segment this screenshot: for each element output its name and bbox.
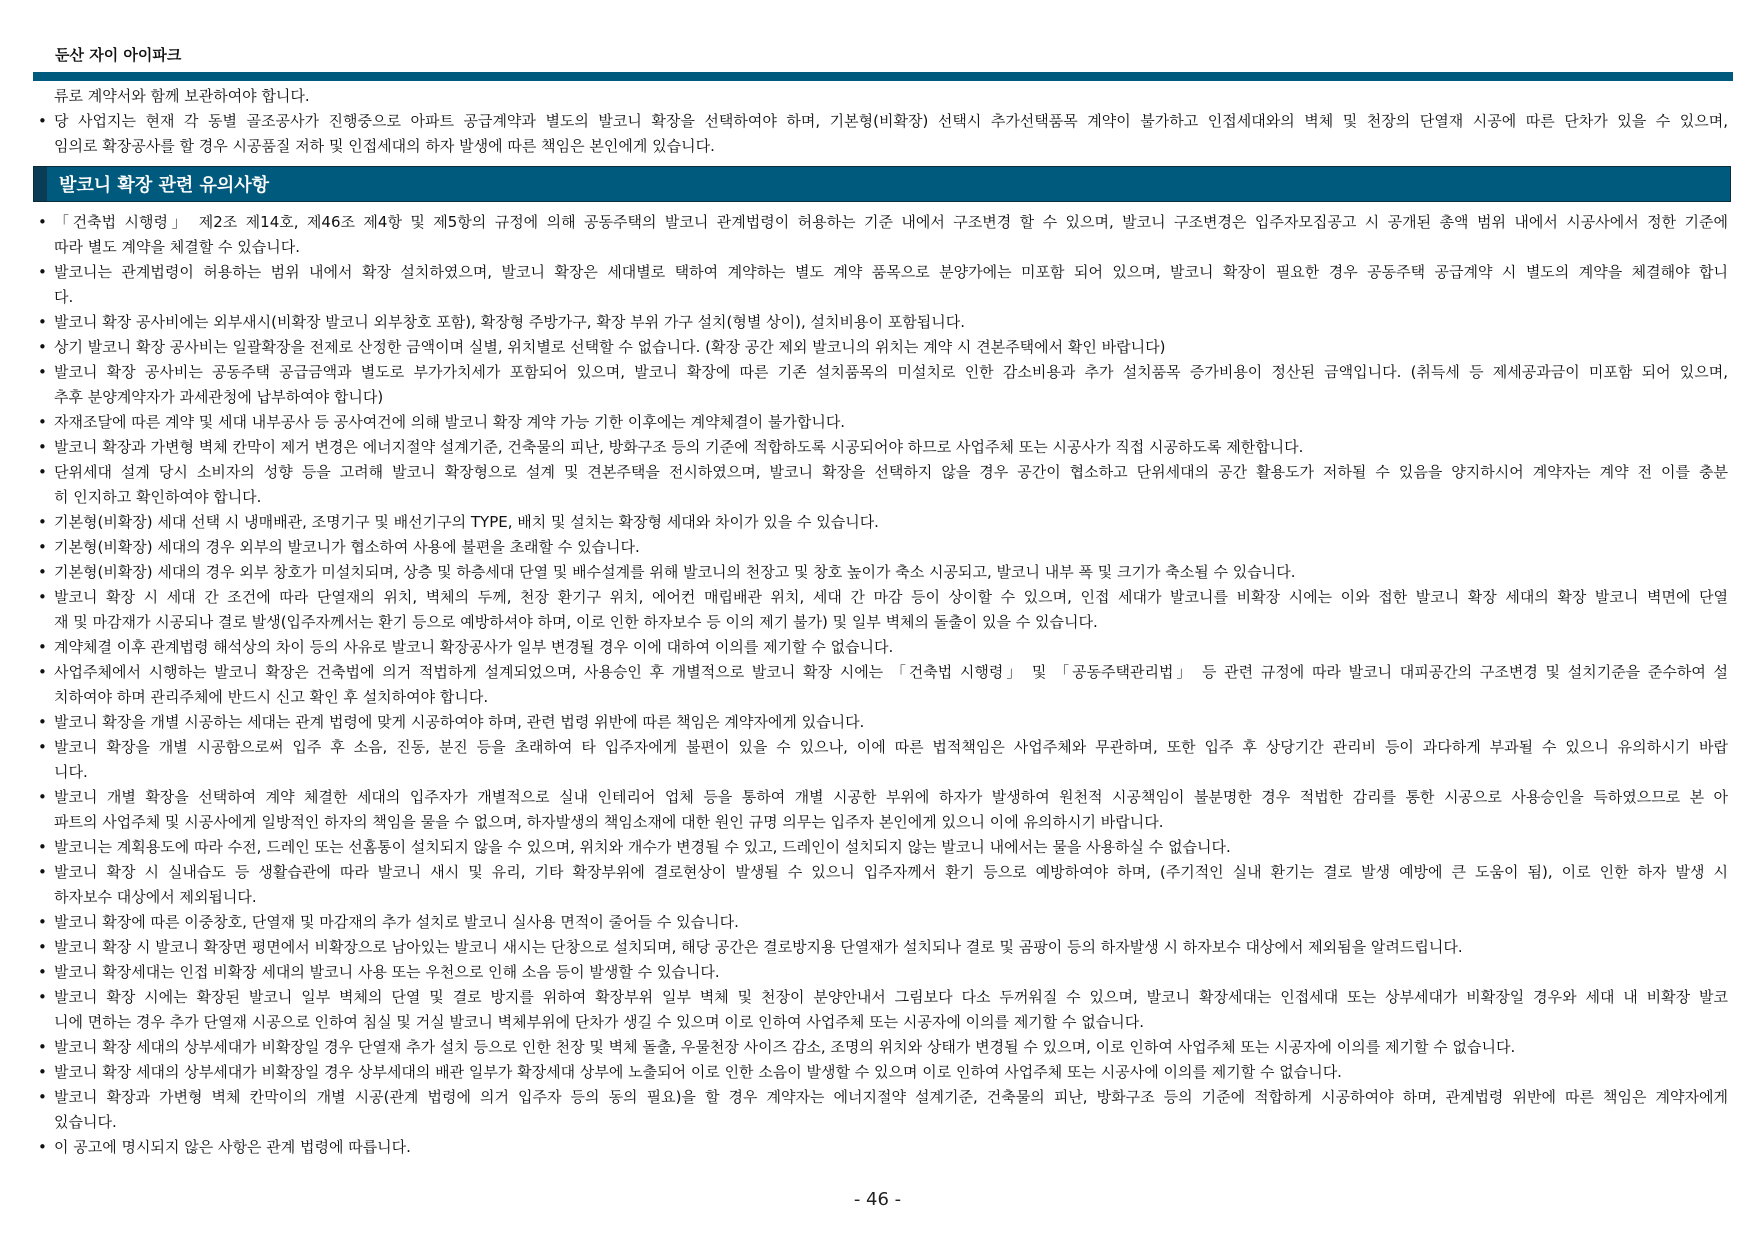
note-line: 이 공고에 명시되지 않은 사항은 관계 법령에 따릅니다. [54,1138,411,1156]
intro-bullet-line: 당 사업지는 현재 각 동별 골조공사가 진행중으로 아파트 공급계약과 별도의 발코니 확장을 선택하여야 하며, 기본형(비확장) 선택시 추가선택품목 계약이 불가하고 인접세대와의 벽체 및 천장의 단열재 시공에 따른 단차가 있을 수 있으며, [54,112,1728,130]
bullet-dot-icon: • [38,438,47,456]
section-heading-bar [33,166,1731,202]
note-line: 「건축법 시행령」 제2조 제14호, 제46조 제4항 및 제5항의 규정에 의해 공동주택의 발코니 관계법령이 허용하는 기준 내에서 구조변경 할 수 있으며, 발코니 구조변경은 입주자모집공고 시 공개된 총액 범위 내에서 시공사에서 정한 기준에 [54,213,1728,231]
note-item [38,585,1728,635]
note-item [38,310,1728,335]
note-line: 재 및 마감재가 시공되나 결로 발생(입주자께서는 환기 등으로 예방하셔야 하며, 이로 인한 하자보수 등 이의 제기 불가) 및 일부 벽체의 돌출이 있을 수 있습니다. [54,613,1098,631]
note-line: 발코니 확장 시 발코니 확장면 평면에서 비확장으로 남아있는 발코니 새시는 단창으로 설치되며, 해당 공간은 결로방지용 단열재가 설치되나 결로 및 곰팡이 등의 하자발생 시 하자보수 대상에서 제외됨을 알려드립니다. [54,938,1463,956]
note-item [38,560,1728,585]
intro-bullet-item [38,109,1728,159]
bullet-dot-icon: • [38,413,47,431]
bullet-dot-icon: • [38,988,47,1006]
note-line: 니다. [54,763,88,781]
bullet-dot-icon: • [38,1138,47,1156]
note-line: 발코니 확장세대는 인접 비확장 세대의 발코니 사용 또는 우천으로 인해 소음 등이 발생할 수 있습니다. [54,963,720,981]
note-item [38,535,1728,560]
note-line: 발코니 확장 공사비는 공동주택 공급금액과 별도로 부가가치세가 포함되어 있으며, 발코니 확장에 따른 기존 설치품목의 미설치로 인한 감소비용과 추가 설치품목 증가비용이 정산된 금액입니다. (취득세 등 제세공과금이 미포함 되어 있으며, [54,363,1728,381]
note-item [38,410,1728,435]
note-line: 따라 별도 계약을 체결할 수 있습니다. [54,238,300,256]
balcony-notes-list [38,210,1728,1160]
note-item [38,460,1728,510]
bullet-dot-icon: • [38,513,47,531]
note-line: 단위세대 설계 당시 소비자의 성향 등을 고려해 발코니 확장형으로 설계 및 견본주택을 전시하였으며, 발코니 확장을 선택하지 않을 경우 공간이 협소하고 단위세대의 공간 활용도가 저하될 수 있음을 양지하시어 계약자는 계약 전 이를 충분 [54,463,1728,481]
note-line: 니에 면하는 경우 추가 단열재 시공으로 인하여 침실 및 거실 발코니 벽체부위에 단차가 생길 수 있으며 이로 인하여 사업주체 또는 시공자에 이의를 제기할 수 없습니다. [54,1013,1145,1031]
note-line: 사업주체에서 시행하는 발코니 확장은 건축법에 의거 적법하게 설계되었으며, 사용승인 후 개별적으로 발코니 확장 시에는 「건축법 시행령」 및 「공동주택관리법」 등 관련 규정에 따라 발코니 대피공간의 구조변경 및 설치기준을 준수하여 설 [54,663,1728,681]
bullet-dot-icon: • [38,663,47,681]
note-line: 발코니 확장 시에는 확장된 발코니 일부 벽체의 단열 및 결로 방지를 위하여 확장부위 일부 벽체 및 천장이 분양안내서 그림보다 다소 두꺼워질 수 있으며, 발코니 확장세대는 인접세대 또는 상부세대가 비확장일 경우와 세대 내 비확장 발코 [54,988,1728,1006]
note-item [38,860,1728,910]
bullet-dot-icon: • [38,788,47,806]
bullet-dot-icon: • [38,738,47,756]
note-item [38,735,1728,785]
bullet-dot-icon: • [38,338,47,356]
note-line: 추후 분양계약자가 과세관청에 납부하여야 합니다) [54,388,384,406]
note-item [38,1085,1728,1135]
note-line: 파트의 사업주체 및 시공사에게 일방적인 하자의 책임을 물을 수 없으며, 하자발생의 책임소재에 대한 원인 규명 의무는 입주자 본인에게 있으니 이에 유의하시기 바랍니다. [54,813,1164,831]
bullet-dot-icon: • [38,638,47,656]
note-line: 히 인지하고 확인하여야 합니다. [54,488,262,506]
note-line: 발코니 확장과 가변형 벽체 칸막이의 개별 시공(관계 법령에 의거 입주자 등의 동의 필요)을 할 경우 계약자는 에너지절약 설계기준, 건축물의 피난, 방화구조 등의 기준에 적합하게 시공하여야 하며, 관계법령 위반에 따른 책임은 계약자에게 [54,1088,1728,1106]
note-line: 발코니 확장 세대의 상부세대가 비확장일 경우 단열재 추가 설치 등으로 인한 천장 및 벽체 돌출, 우물천장 사이즈 감소, 조명의 위치와 상태가 변경될 수 있으며, 이로 인하여 사업주체 또는 시공자에 이의를 제기할 수 없습니다. [54,1038,1516,1056]
bullet-dot-icon: • [38,213,47,231]
note-line: 계약체결 이후 관계법령 해석상의 차이 등의 사유로 발코니 확장공사가 일부 변경될 경우 이에 대하여 이의를 제기할 수 없습니다. [54,638,894,656]
note-item [38,260,1728,310]
note-line: 하자보수 대상에서 제외됩니다. [54,888,257,906]
bullet-dot-icon: • [38,538,47,556]
note-line: 발코니 확장을 개별 시공함으로써 입주 후 소음, 진동, 분진 등을 초래하여 타 입주자에게 불편이 있을 수 있으나, 이에 따른 법적책임은 사업주체와 무관하며, 또한 입주 후 상당기간 관리비 등이 과다하게 부과될 수 있으니 유의하시기 바랍 [54,738,1728,756]
intro-continuation-line: 류로 계약서와 함께 보관하여야 합니다. [54,87,310,105]
bullet-dot-icon: • [38,1038,47,1056]
note-line: 상기 발코니 확장 공사비는 일괄확장을 전제로 산정한 금액이며 실별, 위치별로 선택할 수 없습니다. (확장 공간 제외 발코니의 위치는 계약 시 견본주택에서 확인 바랍니다) [54,338,1166,356]
note-line: 발코니 확장을 개별 시공하는 세대는 관계 법령에 맞게 시공하여야 하며, 관련 법령 위반에 따른 책임은 계약자에게 있습니다. [54,713,865,731]
header-divider-bar [33,72,1733,81]
note-line: 발코니 확장 세대의 상부세대가 비확장일 경우 상부세대의 배관 일부가 확장세대 상부에 노출되어 이로 인한 소음이 발생할 수 있으며 이로 인하여 사업주체 또는 시공사에 이의를 제기할 수 없습니다. [54,1063,1342,1081]
note-line: 치하여야 하며 관리주체에 반드시 신고 확인 후 설치하여야 합니다. [54,688,489,706]
bullet-dot-icon: • [38,263,47,281]
note-line: 다. [54,288,74,306]
note-item [38,910,1728,935]
bullet-dot-icon: • [38,938,47,956]
note-item [38,835,1728,860]
note-item [38,935,1728,960]
note-line: 발코니 확장 시 실내습도 등 생활습관에 따라 발코니 새시 및 유리, 기타 확장부위에 결로현상이 발생될 수 있으니 입주자께서 환기 등으로 예방하여야 하며, (주기적인 실내 환기는 결로 발생 예방에 큰 도움이 됨), 이로 인한 하자 발생 시 [54,863,1728,881]
bullet-dot-icon: • [38,963,47,981]
note-item [38,1060,1728,1085]
note-line: 발코니는 관계법령이 허용하는 범위 내에서 확장 설치하였으며, 발코니 확장은 세대별로 택하여 계약하는 별도 계약 품목으로 분양가에는 미포함 되어 있으며, 발코니 확장이 필요한 경우 공동주택 공급계약 시 별도의 계약을 체결해야 합니 [54,263,1728,281]
note-line: 있습니다. [54,1113,117,1131]
note-line: 기본형(비확장) 세대의 경우 외부 창호가 미설치되며, 상층 및 하층세대 단열 및 배수설계를 위해 발코니의 천장고 및 창호 높이가 축소 시공되고, 발코니 내부 폭 및 크기가 축소될 수 있습니다. [54,563,1296,581]
bullet-dot-icon: • [38,863,47,881]
note-item [38,435,1728,460]
bullet-dot-icon: • [38,1063,47,1081]
note-line: 기본형(비확장) 세대의 경우 외부의 발코니가 협소하여 사용에 불편을 초래할 수 있습니다. [54,538,640,556]
bullet-dot-icon: • [38,913,47,931]
note-item [38,660,1728,710]
note-item [38,510,1728,535]
note-item [38,710,1728,735]
note-line: 발코니 개별 확장을 선택하여 계약 체결한 세대의 입주자가 개별적으로 실내 인테리어 업체 등을 통하여 개별 시공한 부위에 하자가 발생하여 원천적 시공책임이 불분명한 경우 적법한 감리를 통한 시공으로 사용승인을 득하였으므로 본 아 [54,788,1728,806]
bullet-dot-icon: • [38,838,47,856]
page-number: - 46 - [853,1189,902,1210]
note-item [38,985,1728,1035]
note-item [38,1035,1728,1060]
bullet-dot-icon: • [38,713,47,731]
intro-block [38,84,1728,159]
bullet-dot-icon: • [38,588,47,606]
document-header-title: 둔산 자이 아이파크 [55,46,182,64]
note-item [38,785,1728,835]
section-heading-text: 발코니 확장 관련 유의사항 [59,175,270,196]
bullet-dot-icon: • [38,563,47,581]
note-item [38,335,1728,360]
note-line: 발코니 확장 공사비에는 외부새시(비확장 발코니 외부창호 포함), 확장형 주방가구, 확장 부위 가구 설치(형별 상이), 설치비용이 포함됩니다. [54,313,965,331]
note-line: 자재조달에 따른 계약 및 세대 내부공사 등 공사여건에 의해 발코니 확장 계약 가능 기한 이후에는 계약체결이 불가합니다. [54,413,846,431]
note-line: 발코니 확장 시 세대 간 조건에 따라 단열재의 위치, 벽체의 두께, 천장 환기구 위치, 에어컨 매립배관 위치, 세대 간 마감 등이 상이할 수 있으며, 인접 세대가 발코니를 비확장 시에는 이와 접한 발코니 확장 세대의 확장 발코니 벽면에 단열 [54,588,1728,606]
note-item [38,1135,1728,1160]
bullet-dot-icon: • [38,112,47,130]
note-line: 발코니 확장에 따른 이중창호, 단열재 및 마감재의 추가 설치로 발코니 실사용 면적이 줄어들 수 있습니다. [54,913,739,931]
intro-bullet-line: 임의로 확장공사를 할 경우 시공품질 저하 및 인접세대의 하자 발생에 따른 책임은 본인에게 있습니다. [54,137,715,155]
note-item [38,960,1728,985]
bullet-dot-icon: • [38,363,47,381]
note-item [38,210,1728,260]
note-item [38,360,1728,410]
note-line: 발코니 확장과 가변형 벽체 칸막이 제거 변경은 에너지절약 설계기준, 건축물의 피난, 방화구조 등의 기준에 적합하도록 시공되어야 하므로 사업주체 또는 시공사가 직접 시공하도록 제한합니다. [54,438,1304,456]
bullet-dot-icon: • [38,463,47,481]
note-line: 기본형(비확장) 세대 선택 시 냉매배관, 조명기구 및 배선기구의 TYPE, 배치 및 설치는 확장형 세대와 차이가 있을 수 있습니다. [54,513,879,531]
note-item [38,635,1728,660]
bullet-dot-icon: • [38,313,47,331]
bullet-dot-icon: • [38,1088,47,1106]
section-heading-accent [34,167,47,201]
note-line: 발코니는 계획용도에 따라 수전, 드레인 또는 선홈통이 설치되지 않을 수 있으며, 위치와 개수가 변경될 수 있고, 드레인이 설치되지 않는 발코니 내에서는 물을 사용하실 수 없습니다. [54,838,1231,856]
